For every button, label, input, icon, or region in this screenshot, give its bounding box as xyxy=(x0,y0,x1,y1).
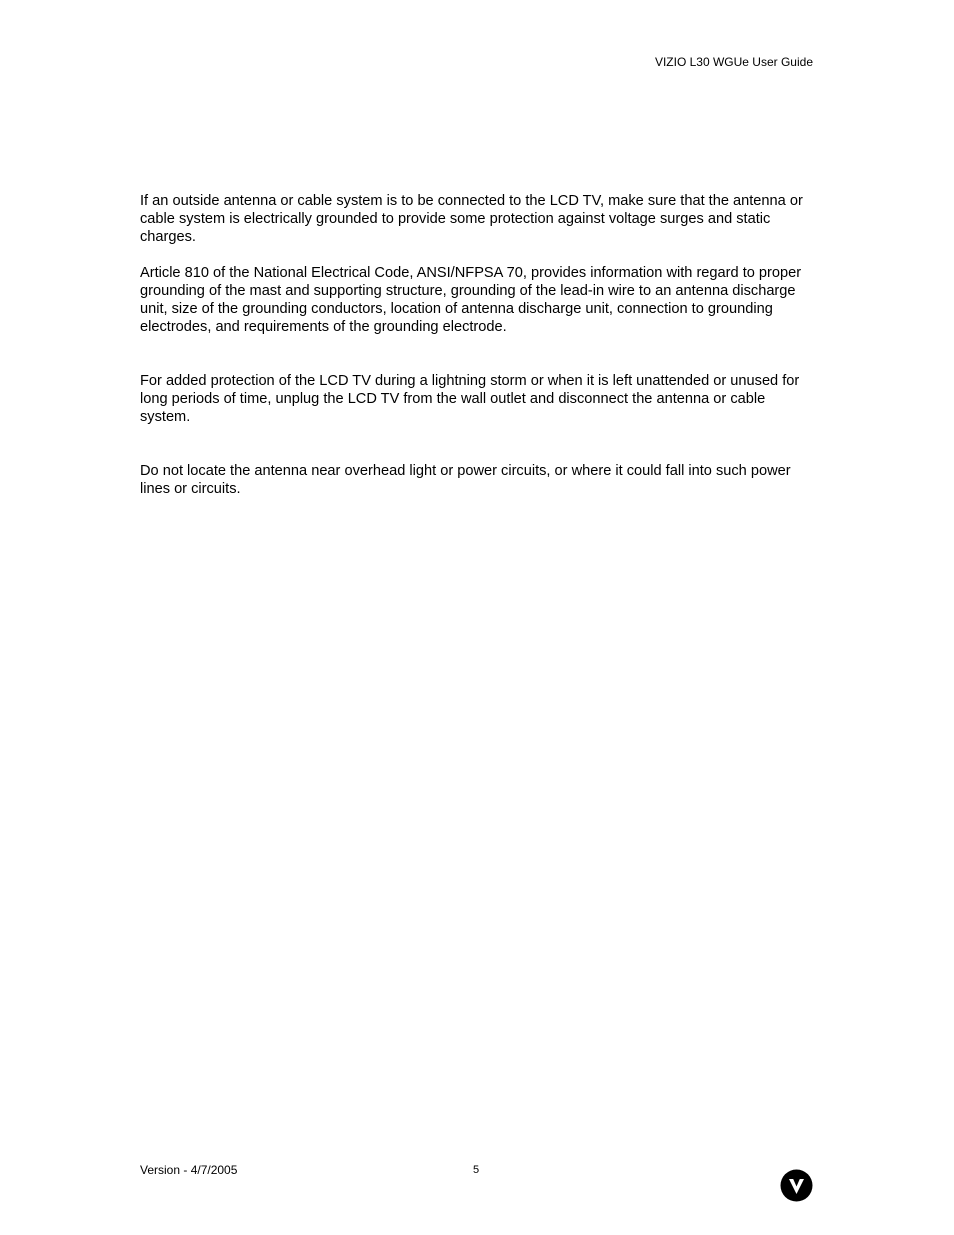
page-header-title: VIZIO L30 WGUe User Guide xyxy=(654,55,813,69)
paragraph-electrical-code: Article 810 of the National Electrical Code, ANSI/NFPSA 70, provides information with regard to proper grounding of the mast and supporting structure, grounding of the lead-in wire to an antenna discharge unit, size of the grounding conductors, location of antenna discharge unit, connection to grounding electrodes, and requirements of the grounding electrode. xyxy=(140,265,802,335)
body-content xyxy=(140,192,810,498)
footer-page-number: 5 xyxy=(473,1164,480,1176)
paragraph-power-lines: Do not locate the antenna near overhead light or power circuits, or where it could fall into such power lines or circuits. xyxy=(140,463,791,497)
vizio-logo-icon xyxy=(780,1169,813,1202)
footer-version: Version - 4/7/2005 xyxy=(140,1163,238,1177)
paragraph-lightning-protection: For added protection of the LCD TV during a lightning storm or when it is left unattended or unused for long periods of time, unplug the LCD TV from the wall outlet and disconnect the antenna or cable system. xyxy=(140,373,800,425)
paragraph-antenna-grounding: If an outside antenna or cable system is to be connected to the LCD TV, make sure that the antenna or cable system is electrically grounded to provide some protection against voltage surges and static charges. xyxy=(140,193,803,245)
